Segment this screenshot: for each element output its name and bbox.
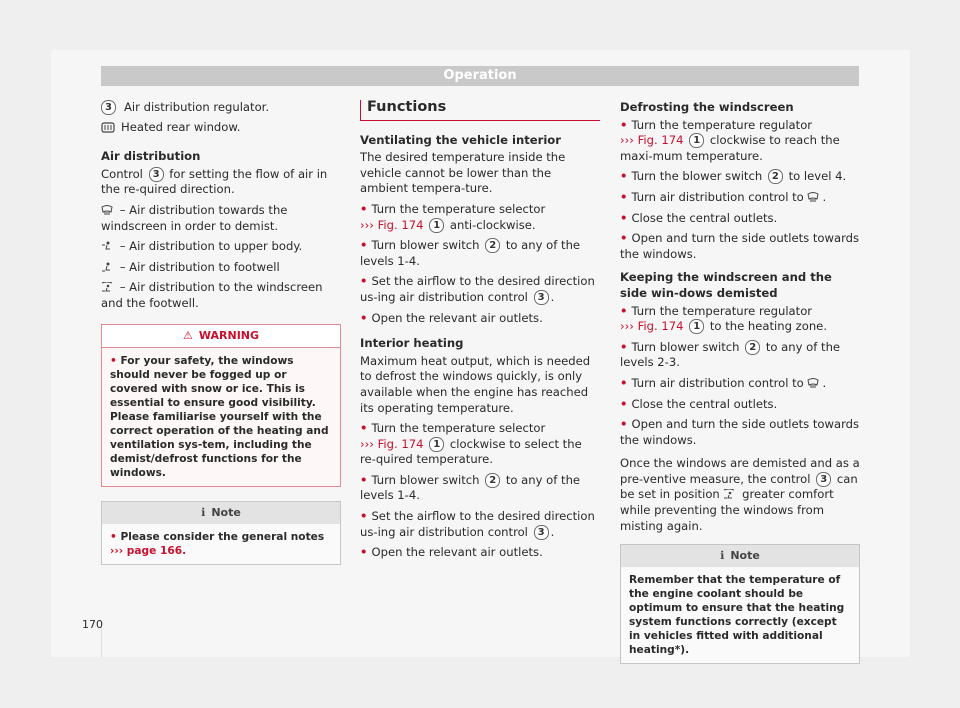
bullet	[620, 231, 860, 262]
upper-body-icon	[101, 241, 113, 252]
text: can be set in position	[620, 471, 858, 502]
bullet	[620, 211, 860, 227]
bullet	[620, 376, 860, 392]
air-distribution-heading: Air distribution	[101, 149, 201, 164]
column-2	[360, 100, 600, 566]
note-title: Note	[211, 505, 241, 519]
text: • Turn air distribution control to .	[620, 190, 860, 206]
functions-heading: Functions	[360, 100, 600, 121]
text: greater comfort while preventing the windows from misting again.	[620, 487, 834, 533]
bullet	[620, 397, 860, 413]
text: Once the windows are demisted and as a pre-ventive measure, the control	[620, 456, 860, 486]
bullet	[360, 311, 600, 327]
control-paragraph	[101, 167, 341, 198]
section-header: Operation	[101, 66, 859, 86]
mode-windscreen-footwell	[101, 280, 341, 311]
text: • Turn the blower switch 2 to level 4.	[620, 169, 860, 185]
bullet	[620, 190, 860, 206]
text: • Turn air distribution control to .	[620, 376, 860, 392]
mode-upper-body	[101, 239, 341, 255]
note-title: Note	[730, 549, 760, 563]
text: • Turn the temperature selector ››› Fig. 174 1 anti-clockwise.	[360, 202, 600, 233]
callout-2: 2	[485, 238, 500, 253]
bullet	[360, 509, 600, 540]
text: Control	[101, 166, 143, 181]
bullet	[360, 545, 600, 561]
bullet	[360, 473, 600, 504]
info-icon: ℹ	[720, 549, 725, 563]
column-1	[101, 100, 341, 565]
rear-window-heating-icon	[101, 122, 115, 133]
windscreen-icon	[101, 205, 113, 216]
bullet	[360, 202, 600, 233]
figure-link[interactable]: ››› Fig. 174	[360, 217, 424, 232]
note-body	[102, 524, 340, 564]
text: – Air distribution to upper body.	[119, 239, 303, 254]
once-paragraph	[620, 456, 860, 534]
text: • Open the relevant air outlets.	[360, 311, 600, 327]
legend-item-3	[101, 100, 341, 116]
interior-heating-text: Maximum heat output, which is needed to defrost the windows quickly, is only available when the engine has reached its operating temperature.	[360, 353, 591, 415]
text: – Air distribution to the windscreen and the footwell.	[101, 280, 323, 310]
page-link[interactable]: ››› page 166.	[110, 544, 187, 557]
mode-footwell	[101, 260, 341, 276]
callout-1: 1	[429, 437, 444, 452]
page-number: 170	[82, 618, 103, 631]
figure-link[interactable]: ››› Fig. 174	[360, 436, 424, 451]
warning-text: • For your safety, the windows should never be fogged up or covered with snow or ice. This is essential to ensure good visibility. Please familiarise yourself with the correct operation of the heating and ventilation sys-tem, including the demist/defrost functions for the windows.	[110, 354, 332, 480]
bullet	[360, 421, 600, 468]
callout-1: 1	[429, 218, 444, 233]
windscreen-footwell-icon	[101, 282, 113, 293]
text: • Open and turn the side outlets towards the windows.	[620, 231, 860, 262]
bullet	[620, 304, 860, 335]
text: • Open the relevant air outlets.	[360, 545, 600, 561]
text: • Turn the temperature regulator ››› Fig. 174 1 clockwise to reach the maxi-mum temperature.	[620, 118, 860, 165]
note-header	[102, 502, 340, 524]
note-text: • Please consider the general notes	[110, 530, 332, 544]
callout-3: 3	[101, 100, 116, 115]
windscreen-icon	[807, 192, 819, 203]
text: • Set the airflow to the desired direction us-ing air distribution control 3 .	[360, 274, 600, 305]
bullet	[360, 274, 600, 305]
text: • Turn the temperature selector ››› Fig. 174 1 clockwise to select the re-quired temperature.	[360, 421, 600, 468]
interior-heating-heading: Interior heating	[360, 336, 464, 351]
windscreen-icon	[807, 378, 819, 389]
callout-2: 2	[745, 340, 760, 355]
warning-icon: ⚠	[182, 328, 193, 342]
note-header	[621, 545, 859, 567]
legend-item-heated	[101, 120, 341, 136]
warning-body	[102, 348, 340, 486]
ventilating-text: The desired temperature inside the vehicle cannot be lower than the ambient tempera-ture.	[360, 150, 566, 196]
warning-title: WARNING	[198, 328, 260, 342]
callout-3: 3	[534, 290, 549, 305]
text: • Turn blower switch 2 to any of the levels 2-3.	[620, 340, 860, 371]
figure-link[interactable]: ››› Fig. 174	[620, 133, 684, 148]
bullet	[620, 118, 860, 165]
note-box	[620, 544, 860, 664]
footwell-icon	[101, 262, 113, 273]
note-box	[101, 501, 341, 565]
keep-demisted-heading: Keeping the windscreen and the side win-dows demisted	[620, 270, 832, 300]
bullet	[620, 169, 860, 185]
defrost-heading: Defrosting the windscreen	[620, 100, 794, 114]
text: • Open and turn the side outlets towards the windows.	[620, 417, 860, 448]
callout-3: 3	[149, 167, 164, 182]
text: • Close the central outlets.	[620, 211, 860, 227]
callout-1: 1	[689, 319, 704, 334]
text: • Close the central outlets.	[620, 397, 860, 413]
text: for setting the flow of air in the re-quired direction.	[101, 166, 328, 197]
bullet	[620, 340, 860, 371]
text: – Air distribution towards the windscreen in order to demist.	[101, 202, 288, 233]
bullet	[620, 417, 860, 448]
callout-3: 3	[534, 525, 549, 540]
callout-1: 1	[689, 133, 704, 148]
text: • Turn blower switch 2 to any of the levels 1-4.	[360, 238, 600, 269]
text: • Set the airflow to the desired direction us-ing air distribution control 3 .	[360, 509, 600, 540]
note-body: Remember that the temperature of the engine coolant should be optimum to ensure that the heating system functions correctly (except in vehicles fitted with additional heating*).	[629, 574, 845, 657]
figure-link[interactable]: ››› Fig. 174	[620, 319, 684, 334]
legend-label: Air distribution regulator.	[124, 100, 270, 114]
ventilating-heading: Ventilating the vehicle interior	[360, 132, 561, 147]
column-3	[620, 100, 860, 664]
bullet	[360, 238, 600, 269]
legend-label: Heated rear window.	[121, 119, 241, 134]
info-icon: ℹ	[201, 505, 206, 519]
mode-windscreen	[101, 203, 341, 234]
warning-header	[102, 325, 340, 348]
callout-2: 2	[768, 169, 783, 184]
text: – Air distribution to footwell	[119, 259, 280, 274]
text: • Turn blower switch 2 to any of the levels 1-4.	[360, 473, 600, 504]
callout-2: 2	[485, 473, 500, 488]
callout-3: 3	[816, 472, 831, 487]
warning-box	[101, 324, 341, 487]
text: • Turn the temperature regulator ››› Fig. 174 1 to the heating zone.	[620, 304, 860, 335]
windscreen-footwell-icon	[723, 489, 735, 500]
